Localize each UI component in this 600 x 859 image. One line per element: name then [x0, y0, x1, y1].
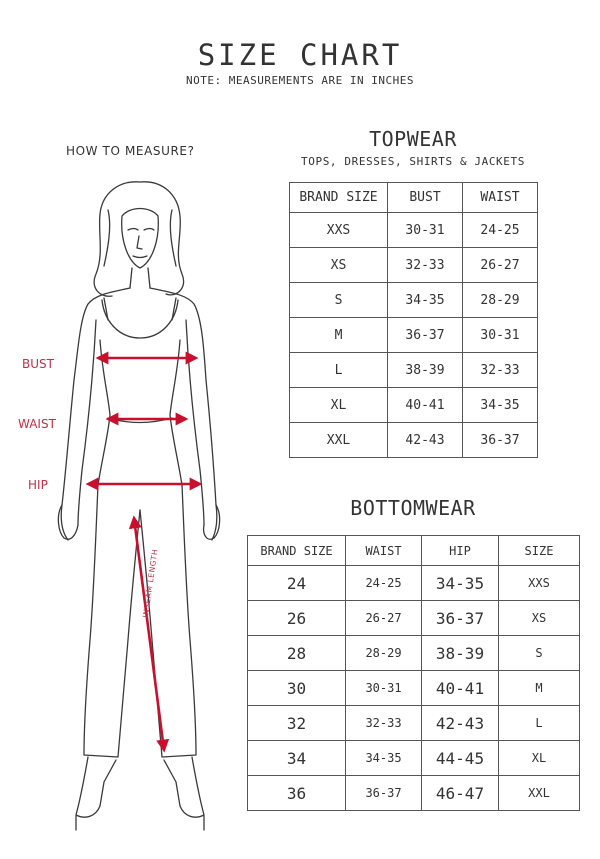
- table-cell: 24-25: [463, 213, 538, 248]
- table-cell: 34: [248, 741, 346, 776]
- table-cell: 30-31: [346, 671, 422, 706]
- table-cell: 30: [248, 671, 346, 706]
- column-header: WAIST: [463, 183, 538, 213]
- table-cell: 26-27: [463, 248, 538, 283]
- table-cell: 40-41: [422, 671, 499, 706]
- table-row: [290, 213, 538, 248]
- table-cell: XS: [499, 601, 580, 636]
- measurement-figure-illustration: [0, 170, 260, 850]
- inseam-length-label: INSEAM LENGTH: [141, 548, 160, 619]
- table-cell: 32: [248, 706, 346, 741]
- table-row: [290, 388, 538, 423]
- table-cell: 42-43: [422, 706, 499, 741]
- table-cell: XXS: [499, 566, 580, 601]
- table-cell: 42-43: [388, 423, 463, 458]
- table-cell: 34-35: [463, 388, 538, 423]
- table-cell: 34-35: [422, 566, 499, 601]
- measurement-note: NOTE: MEASUREMENTS ARE IN INCHES: [186, 74, 414, 87]
- table-cell: 34-35: [346, 741, 422, 776]
- table-cell: XL: [290, 388, 388, 423]
- page-title: SIZE CHART: [197, 38, 403, 72]
- bust-label: BUST: [22, 357, 54, 371]
- table-cell: XS: [290, 248, 388, 283]
- table-row: [290, 318, 538, 353]
- table-cell: 30-31: [388, 213, 463, 248]
- table-header-row: [248, 536, 580, 566]
- table-cell: 36-37: [346, 776, 422, 811]
- table-cell: L: [499, 706, 580, 741]
- table-cell: 32-33: [388, 248, 463, 283]
- table-cell: S: [499, 636, 580, 671]
- table-cell: 44-45: [422, 741, 499, 776]
- table-cell: 34-35: [388, 283, 463, 318]
- table-row: [248, 671, 580, 706]
- table-row: [290, 423, 538, 458]
- table-cell: 36-37: [422, 601, 499, 636]
- table-row: [248, 741, 580, 776]
- table-cell: 38-39: [388, 353, 463, 388]
- column-header: BRAND SIZE: [290, 183, 388, 213]
- topwear-size-table: [289, 182, 538, 458]
- table-row: [248, 636, 580, 671]
- table-cell: M: [290, 318, 388, 353]
- column-header: SIZE: [499, 536, 580, 566]
- table-row: [290, 248, 538, 283]
- table-cell: 24: [248, 566, 346, 601]
- table-cell: 28-29: [346, 636, 422, 671]
- table-cell: 30-31: [463, 318, 538, 353]
- table-cell: 28-29: [463, 283, 538, 318]
- table-cell: XXS: [290, 213, 388, 248]
- topwear-subtitle: TOPS, DRESSES, SHIRTS & JACKETS: [301, 155, 525, 168]
- table-row: [290, 283, 538, 318]
- table-cell: 26-27: [346, 601, 422, 636]
- table-cell: M: [499, 671, 580, 706]
- table-cell: 38-39: [422, 636, 499, 671]
- how-to-measure-heading: HOW TO MEASURE?: [66, 144, 195, 158]
- topwear-title: TOPWEAR: [369, 127, 457, 151]
- column-header: HIP: [422, 536, 499, 566]
- table-cell: XXL: [290, 423, 388, 458]
- table-cell: 36-37: [388, 318, 463, 353]
- table-cell: 26: [248, 601, 346, 636]
- hip-label: HIP: [28, 478, 48, 492]
- column-header: BRAND SIZE: [248, 536, 346, 566]
- table-cell: 46-47: [422, 776, 499, 811]
- table-cell: 24-25: [346, 566, 422, 601]
- table-row: [248, 566, 580, 601]
- column-header: WAIST: [346, 536, 422, 566]
- bottomwear-size-table: [247, 535, 580, 811]
- table-cell: 28: [248, 636, 346, 671]
- table-row: [290, 353, 538, 388]
- bottomwear-title: BOTTOMWEAR: [350, 496, 476, 520]
- table-cell: S: [290, 283, 388, 318]
- table-row: [248, 601, 580, 636]
- table-cell: 36: [248, 776, 346, 811]
- table-row: [248, 776, 580, 811]
- table-cell: 32-33: [463, 353, 538, 388]
- table-cell: 32-33: [346, 706, 422, 741]
- waist-label: WAIST: [18, 417, 56, 431]
- table-header-row: [290, 183, 538, 213]
- table-cell: L: [290, 353, 388, 388]
- column-header: BUST: [388, 183, 463, 213]
- table-cell: 40-41: [388, 388, 463, 423]
- table-cell: 36-37: [463, 423, 538, 458]
- table-cell: XXL: [499, 776, 580, 811]
- table-row: [248, 706, 580, 741]
- table-cell: XL: [499, 741, 580, 776]
